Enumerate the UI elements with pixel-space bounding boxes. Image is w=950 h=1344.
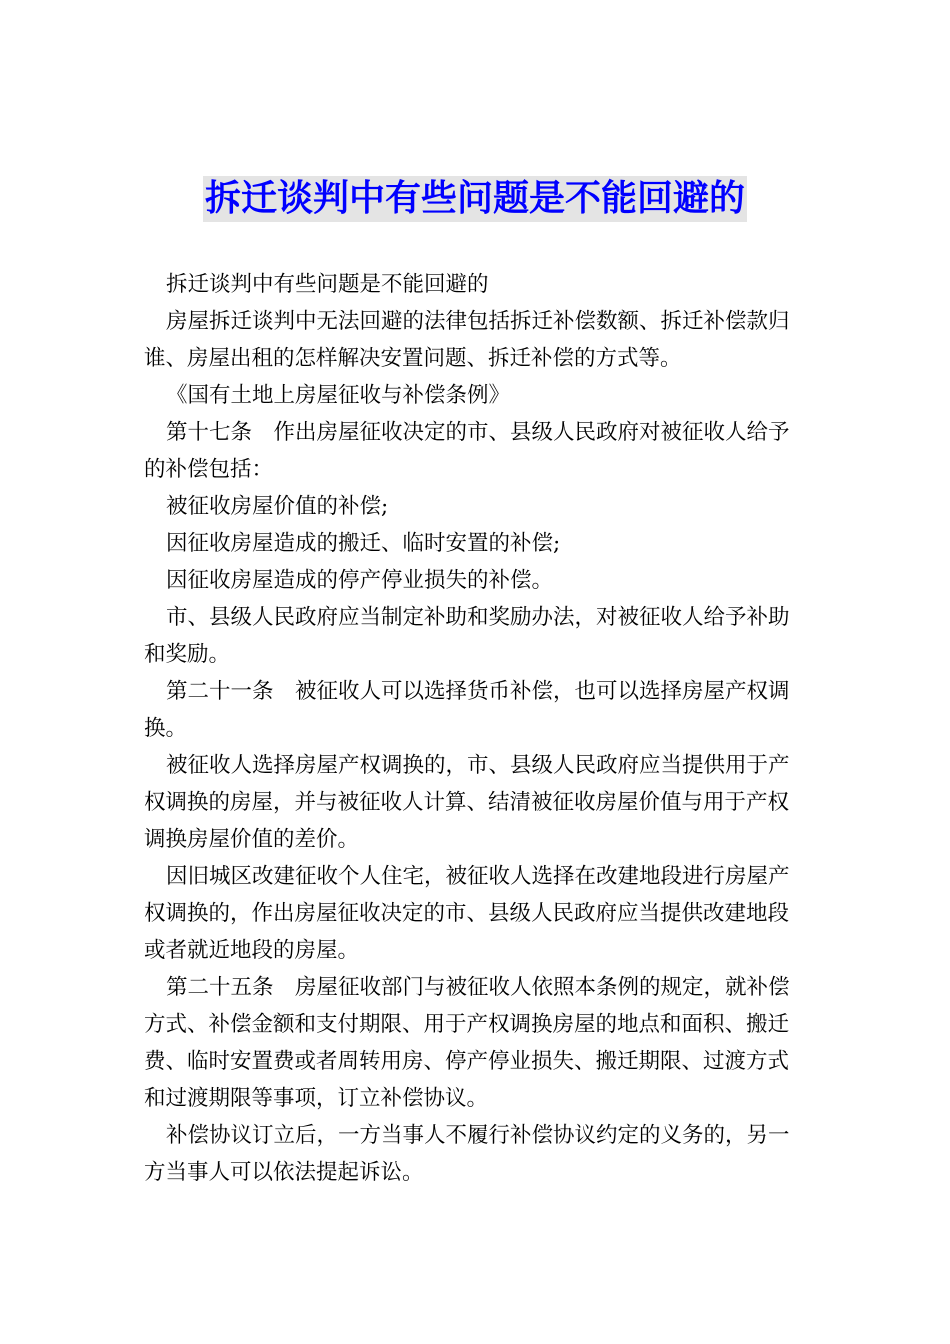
paragraph-subsidy: 市、县级人民政府应当制定补助和奖励办法，对被征收人给予补助和奖励。 [144,605,790,667]
paragraph-item-3: 因征收房屋造成的停产停业损失的补偿。 [166,568,554,593]
paragraph-article-21: 第二十一条 被征收人可以选择货币补偿，也可以选择房屋产权调换。 [144,679,790,741]
paragraph-agreement: 补偿协议订立后，一方当事人不履行补偿协议约定的义务的，另一方当事人可以依法提起诉讼。 [144,1123,790,1185]
paragraph-subtitle: 拆迁谈判中有些问题是不能回避的 [166,272,489,297]
paragraph-regulation-name: 《国有土地上房屋征收与补偿条例》 [166,383,511,408]
paragraph-old-city: 因旧城区改建征收个人住宅，被征收人选择在改建地段进行房屋产权调换的，作出房屋征收决定的市、县级人民政府应当提供改建地段或者就近地段的房屋。 [144,864,790,963]
paragraph-item-2: 因征收房屋造成的搬迁、临时安置的补偿; [166,531,561,556]
title-container [0,176,950,222]
document-title: 拆迁谈判中有些问题是不能回避的 [203,176,747,222]
paragraph-item-1: 被征收房屋价值的补偿; [166,494,389,519]
paragraph-article-25: 第二十五条 房屋征收部门与被征收人依照本条例的规定，就补偿方式、补偿金额和支付期限、用于产权调换房屋的地点和面积、搬迁费、临时安置费或者周转用房、停产停业损失、搬迁期限、过渡方式和过渡期限等事项，订立补偿协议。 [144,975,790,1111]
document-body [144,266,808,1191]
paragraph-property-exchange: 被征收人选择房屋产权调换的，市、县级人民政府应当提供用于产权调换的房屋，并与被征收人计算、结清被征收房屋价值与用于产权调换房屋价值的差价。 [144,753,790,852]
paragraph-article-17: 第十七条 作出房屋征收决定的市、县级人民政府对被征收人给予的补偿包括： [144,420,790,482]
paragraph-intro: 房屋拆迁谈判中无法回避的法律包括拆迁补偿数额、拆迁补偿款归谁、房屋出租的怎样解决安置问题、拆迁补偿的方式等。 [144,309,790,371]
